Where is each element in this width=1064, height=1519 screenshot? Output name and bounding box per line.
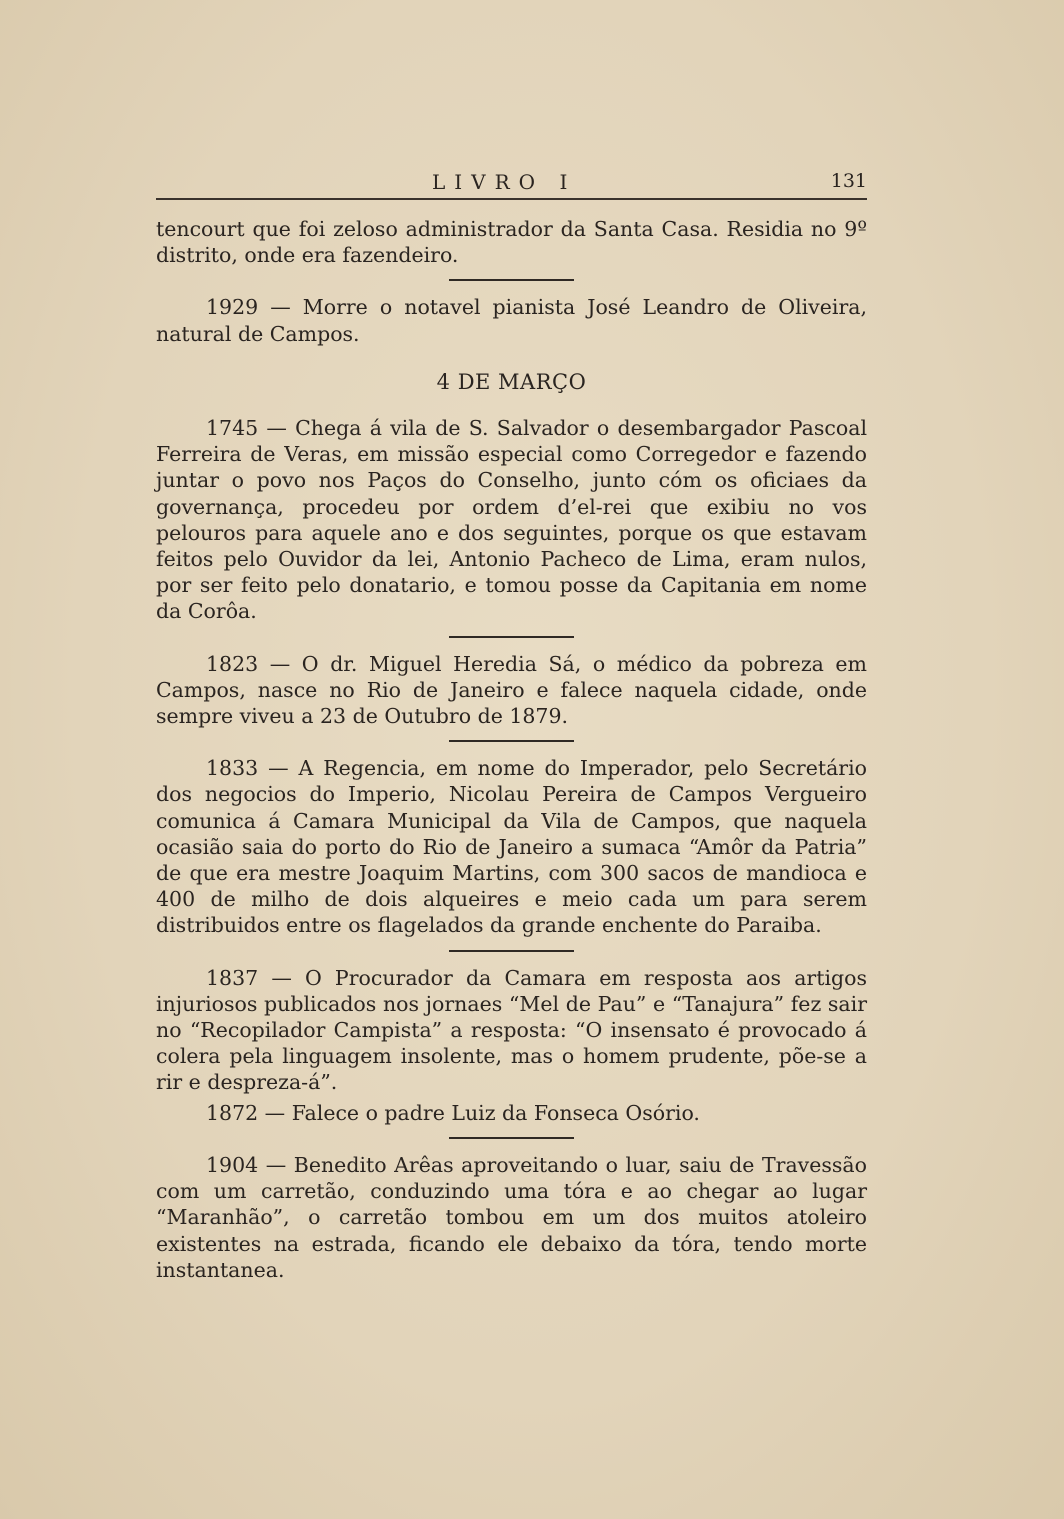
entry-1872: 1872 — Falece o padre Luiz da Fonseca Osório. [206,1100,700,1125]
section-title: 4 DE MARÇO [436,369,587,394]
separator-rule [449,1137,574,1139]
entry-1833: 1833 — A Regencia, em nome do Imperador, pelo Secretário dos negocios do Imperio, Nicolau Pereira de Campos Vergueiro comunica á Camara Municipal da Vila de Campos, que naquela ocasião saia do porto do Rio de Janeiro a sumaca “Amôr da Patria” de que era mestre Joaquim Martins, com 300 sacos de mandioca e 400 de milho de dois alqueires e meio cada um para serem distribuidos entre os flagelados da grande enchente do Paraiba. [156,756,867,938]
entry-1837: 1837 — O Procurador da Camara em resposta aos artigos injuriosos publicados nos jornaes “Mel de Pau” e “Tanajura” fez sair no “Recopilador Campista” a resposta: “O insensato é provocado á colera pela linguagem insolente, mas o homem prudente, põe-se a rir e despreza-á”. [156,965,867,1095]
separator-rule [449,950,574,952]
running-head: LIVRO I [432,170,577,194]
separator-rule [449,636,574,638]
entry-1823: 1823 — O dr. Miguel Heredia Sá, o médico da pobreza em Campos, nasce no Rio de Janeiro e falece naquela cidade, onde sempre viveu a 23 de Outubro de 1879. [156,651,867,729]
separator-rule [449,740,574,742]
entry-1745: 1745 — Chega á vila de S. Salvador o desembargador Pascoal Ferreira de Veras, em missão especial como Corregedor e fazendo juntar o povo nos Paços do Conselho, junto cóm os oficiaes da governança, procedeu por ordem d’el-rei que exibiu no vos pelouros para aquele ano e dos seguintes, porque os que estavam feitos pelo Ouvidor da lei, Antonio Pacheco de Lima, eram nulos, por ser feito pelo donatario, e tomou posse da Capitania em nome da Corôa. [156,416,867,624]
page-body [156,216,867,1283]
page-header [156,170,867,200]
continuation-paragraph: tencourt que foi zeloso administrador da Santa Casa. Residia no 9º distrito, onde era fazendeiro. [156,217,867,268]
page-number: 131 [830,170,867,192]
entry-1929: 1929 — Morre o notavel pianista José Leandro de Oliveira, natural de Campos. [156,295,867,346]
separator-rule [449,279,574,281]
entry-1904: 1904 — Benedito Arêas aproveitando o luar, saiu de Travessão com um carretão, conduzindo uma tóra e ao chegar ao lugar “Maranhão”, o carretão tombou em um dos muitos atoleiro existentes na estrada, ficando ele debaixo da tóra, tendo morte instantanea. [156,1152,867,1282]
